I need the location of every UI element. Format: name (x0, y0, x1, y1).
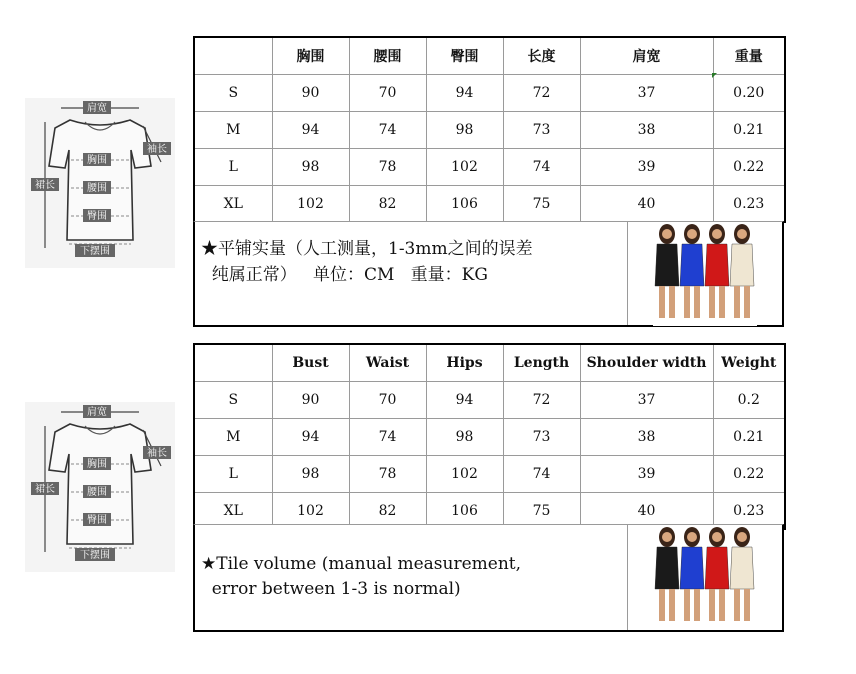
table-cell: 0.22 (713, 456, 785, 493)
header-cell: Waist (349, 344, 426, 382)
label-hem: 下摆围 (80, 246, 110, 257)
table-cell: 40 (580, 186, 713, 223)
table-cell: L (194, 149, 272, 186)
table-cell: 78 (349, 456, 426, 493)
label-hip: 臀围 (87, 515, 107, 526)
table-cell: 78 (349, 149, 426, 186)
table-cell: 75 (503, 493, 580, 530)
note-text-en-line2: error between 1-3 is normal) (201, 579, 461, 599)
table-row (194, 382, 785, 419)
table-cell: XL (194, 493, 272, 530)
table-cell: 94 (426, 75, 503, 112)
table-cell: 0.21 (713, 112, 785, 149)
table-cell: 73 (503, 112, 580, 149)
product-photo-en (627, 525, 782, 630)
table-cell: 94 (272, 419, 349, 456)
table-cell: 0.23 (713, 493, 785, 530)
note-text-cn-line2: 纯属正常） 单位：CM 重量：KG (201, 265, 488, 285)
table-row (194, 149, 785, 186)
label-chest: 胸围 (87, 459, 107, 470)
product-photo-cn (627, 222, 782, 325)
table-cell: 106 (426, 493, 503, 530)
measurement-diagram-bottom (25, 402, 175, 572)
note-text-cn-line1: ★平铺实量（人工测量，1-3mm之间的误差 (201, 239, 533, 259)
models-photo (653, 525, 757, 629)
table-cell: 70 (349, 382, 426, 419)
table-cell: 90 (272, 75, 349, 112)
table-cell: 37 (580, 382, 713, 419)
table-cell: 0.22 (713, 149, 785, 186)
table-cell: 73 (503, 419, 580, 456)
header-cell: 腰围 (349, 37, 426, 75)
table-cell: M (194, 112, 272, 149)
table-cell: L (194, 456, 272, 493)
table-cell: 98 (426, 419, 503, 456)
header-cell: 臀围 (426, 37, 503, 75)
table-cell: S (194, 75, 272, 112)
table-cell: 0.2 (713, 382, 785, 419)
label-sleeve: 袖长 (147, 144, 167, 155)
table-row (194, 456, 785, 493)
size-table-cn (193, 36, 786, 223)
cell-marker (712, 73, 717, 78)
table-cell: 40 (580, 493, 713, 530)
table-cell: 82 (349, 186, 426, 223)
table-row (194, 75, 785, 112)
header-cell (194, 37, 272, 75)
table-row (194, 186, 785, 223)
table-cell: 72 (503, 75, 580, 112)
table-cell: 102 (426, 456, 503, 493)
table-cell: 70 (349, 75, 426, 112)
header-cell: Bust (272, 344, 349, 382)
header-cell: Shoulder width (580, 344, 713, 382)
measurement-diagram-top (25, 98, 175, 268)
header-row (194, 37, 785, 75)
table-row (194, 112, 785, 149)
table-cell: 74 (349, 419, 426, 456)
table-cell: 102 (272, 186, 349, 223)
header-cell: 胸围 (272, 37, 349, 75)
table-cell: 0.20 (713, 75, 785, 112)
table-cell: 74 (503, 456, 580, 493)
label-chest: 胸围 (87, 155, 107, 166)
label-hip: 臀围 (87, 211, 107, 222)
table-cell: 102 (426, 149, 503, 186)
label-waist: 腰围 (87, 487, 107, 498)
header-cell: Weight (713, 344, 785, 382)
table-cell: 75 (503, 186, 580, 223)
table-cell: 39 (580, 149, 713, 186)
label-shoulder: 肩宽 (87, 407, 107, 418)
table-cell: 94 (426, 382, 503, 419)
label-length: 裙长 (35, 180, 55, 191)
table-cell: 72 (503, 382, 580, 419)
header-cell (194, 344, 272, 382)
table-cell: 98 (272, 456, 349, 493)
models-photo (653, 222, 757, 326)
table-cell: 98 (426, 112, 503, 149)
table-cell: 38 (580, 112, 713, 149)
header-cell: Length (503, 344, 580, 382)
header-cell: Hips (426, 344, 503, 382)
table-cell: 82 (349, 493, 426, 530)
note-text-en-line1: ★Tile volume (manual measurement, (201, 554, 522, 574)
table-cell: 38 (580, 419, 713, 456)
table-row (194, 419, 785, 456)
table-cell: 74 (349, 112, 426, 149)
table-cell: 0.21 (713, 419, 785, 456)
header-cell: 重量 (713, 37, 785, 75)
table-cell: 37 (580, 75, 713, 112)
header-cell: 肩宽 (580, 37, 713, 75)
label-shoulder: 肩宽 (87, 103, 107, 114)
size-table-en (193, 343, 786, 530)
header-row (194, 344, 785, 382)
note-box-en (193, 524, 784, 632)
table-cell: 94 (272, 112, 349, 149)
note-box-cn (193, 221, 784, 327)
table-cell: 39 (580, 456, 713, 493)
table-cell: 90 (272, 382, 349, 419)
table-cell: XL (194, 186, 272, 223)
table-cell: M (194, 419, 272, 456)
table-cell: 102 (272, 493, 349, 530)
table-cell: S (194, 382, 272, 419)
label-hem: 下摆围 (80, 550, 110, 561)
table-cell: 98 (272, 149, 349, 186)
label-waist: 腰围 (87, 183, 107, 194)
table-cell: 74 (503, 149, 580, 186)
label-length: 裙长 (35, 484, 55, 495)
table-cell: 0.23 (713, 186, 785, 223)
table-cell: 106 (426, 186, 503, 223)
label-sleeve: 袖长 (147, 448, 167, 459)
header-cell: 长度 (503, 37, 580, 75)
